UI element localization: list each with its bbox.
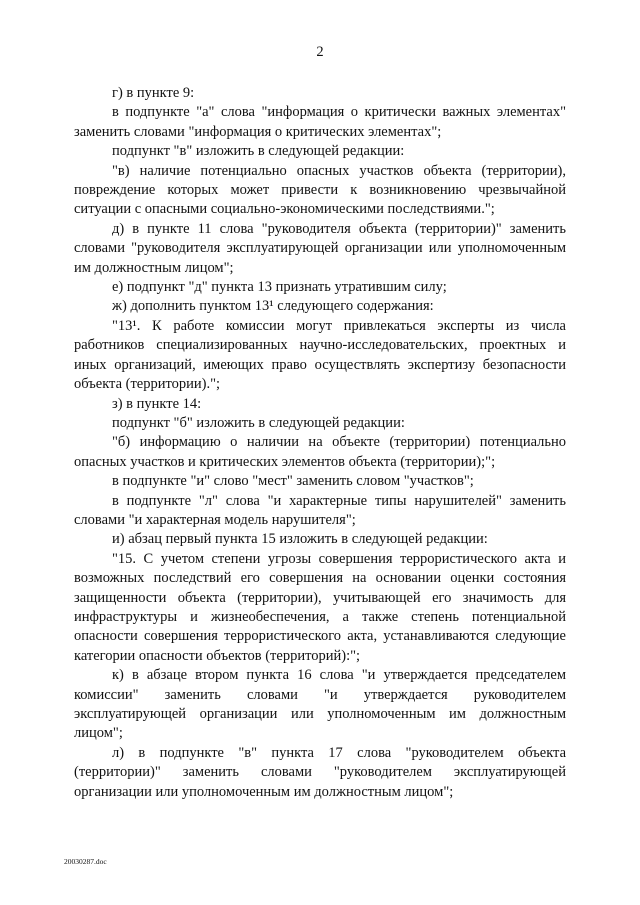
file-name-footer: 20030287.doc xyxy=(64,857,107,866)
page-number: 2 xyxy=(316,44,324,60)
paragraph: в подпункте "и" слово "мест" заменить словом "участков"; xyxy=(112,473,474,490)
paragraph: "б) информацию о наличии на объекте (территории) потенциально опасных участков и критических элементов объекта (территории);"; xyxy=(74,434,566,470)
paragraph: л) в подпункте "в" пункта 17 слова "руководителем объекта (территории)" заменить словами "руководителем эксплуатирующей организации или уполномоченным им должностным лицом"; xyxy=(74,744,566,800)
paragraph: "в) наличие потенциально опасных участков объекта (территории), повреждение которых может привести к возникновению чрезвычайной ситуации с опасными социально-экономическими последствиями."; xyxy=(74,162,566,218)
paragraph: в подпункте "л" слова "и характерные типы нарушителей" заменить словами "и характерная модель нарушителя"; xyxy=(74,492,566,528)
paragraph: з) в пункте 14: xyxy=(112,395,202,412)
paragraph: д) в пункте 11 слова "руководителя объекта (территории)" заменить словами "руководителя эксплуатирующей организации или уполномоченным им должностным лицом"; xyxy=(74,220,566,276)
paragraph: е) подпункт "д" пункта 13 признать утратившим силу; xyxy=(112,279,447,296)
paragraph: и) абзац первый пункта 15 изложить в следующей редакции: xyxy=(112,531,488,548)
document-body xyxy=(74,84,566,802)
paragraph: г) в пункте 9: xyxy=(112,85,195,101)
paragraph: ж) дополнить пунктом 13¹ следующего содержания: xyxy=(112,298,434,315)
paragraph: подпункт "б" изложить в следующей редакции: xyxy=(112,414,405,431)
paragraph: "15. С учетом степени угрозы совершения террористического акта и возможных последствий его совершения на основании оценки состояния защищенности объекта (территории), учитывающей его значимость для инфраструктуры и жизнеобеспечения, а также степень потенциальной опасности совершения террористического акта, устанавливаются следующие категории опасности объектов (территорий):"; xyxy=(74,550,566,664)
paragraph: к) в абзаце втором пункта 16 слова "и утверждается председателем комиссии" заменить словами "и утверждается руководителем эксплуатирующей организации или уполномоченным им должностным лицом"; xyxy=(74,667,566,742)
paragraph: "13¹. К работе комиссии могут привлекаться эксперты из числа работников специализированных научно-исследовательских, проектных и иных организаций, имеющих право осуществлять экспертизу безопасности объекта (территории)."; xyxy=(74,317,566,393)
paragraph: подпункт "в" изложить в следующей редакции: xyxy=(112,143,405,160)
paragraph: в подпункте "а" слова "информация о критически важных элементах" заменить словами "информация о критических элементах"; xyxy=(74,104,566,140)
